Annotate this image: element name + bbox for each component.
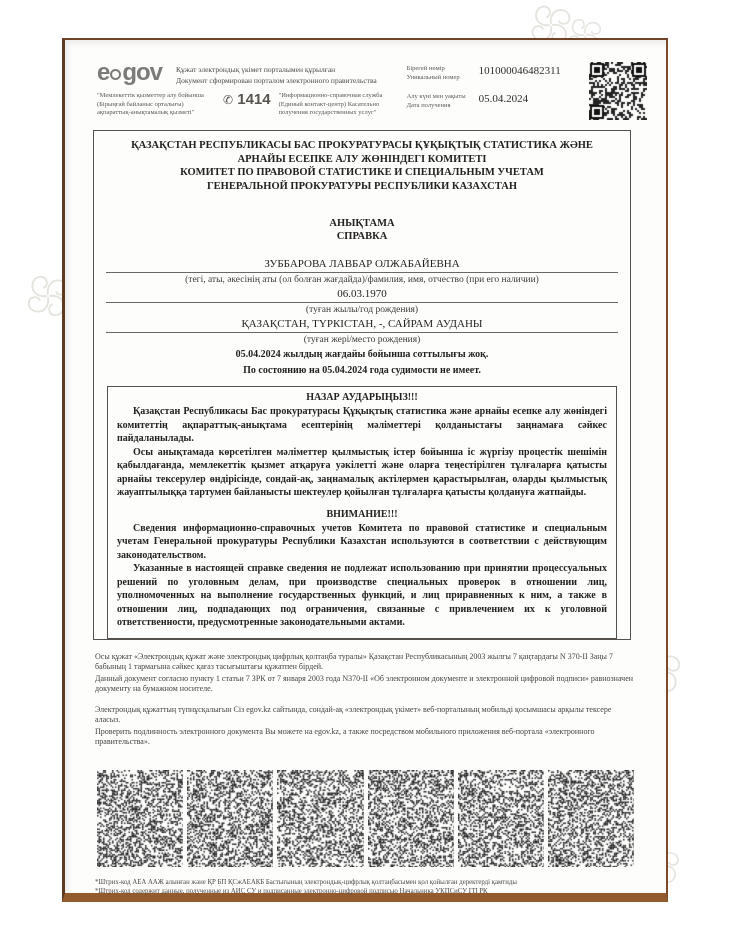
warning-paragraph-kk: Осы анықтамада көрсетілген мәліметтер қылмыстық істер бойынша іс жүргізу процестік шешімін қабылдағанда, мемлекеттік қызмет атқаруға уәкілетті және оларға теңестірілген тұлғаларға қатысты арнайы тексерулер өндірісінде, сондай-ақ, заңнамалық актілермен қарастырылған, оларды қылмыстық жауаптылыққа тартумен байланысты шектеулер қойылған тұлғаларға қатысты қолдануға жатпайды. bbox=[117, 446, 607, 498]
signature-barcode-strip bbox=[97, 770, 634, 867]
warning-heading-kk: НАЗАР АУДАРЫҢЫЗ!!! bbox=[306, 392, 418, 403]
issuing-authority-title: ҚАЗАҚСТАН РЕСПУБЛИКАСЫ БАС ПРОКУРАТУРАСЫ ҚҰҚЫҚТЫҚ СТАТИСТИКА ЖӘНЕ АРНАЙЫ ЕСЕПКЕ АЛУ ЖӨНІНДЕГІ КОМИТЕТІ КОМИТЕТ ПО ПРАВОВОЙ СТАТИСТИКЕ И СПЕЦИАЛЬНЫМ УЧЕТАМ ГЕНЕРАЛЬНОЙ ПРОКУРАТУРЫ РЕСПУБЛИКИ КАЗАХСТАН bbox=[131, 140, 593, 192]
barcode-block bbox=[458, 770, 544, 867]
unique-number-field bbox=[407, 64, 579, 82]
origin-ru: Документ сформирован порталом электронного правительства bbox=[176, 76, 377, 85]
barcode-block bbox=[368, 770, 454, 867]
contact-center-note-kk: "Мемлекеттік қызметтер алу бойынша (Бірыңғай байланыс орталығы) ақпараттық-анықтамалық қызметі" bbox=[97, 92, 204, 116]
birth-place-caption: (туған жері/место рождения) bbox=[303, 335, 421, 345]
barcode-block bbox=[97, 770, 183, 867]
egov-logo: e gov bbox=[97, 59, 163, 86]
birth-place-field bbox=[106, 317, 618, 347]
barcode-footnote-kk: *Штрих-код АЕА ААЖ алынған және ҚР БП ҚСжАЕАКБ Бастығының электрондық-цифрлық қолтаңбасымен қол қойылған деректерді қамтиды bbox=[95, 878, 517, 886]
qr-code-icon bbox=[589, 62, 647, 120]
egov-logo-dot-icon bbox=[110, 69, 121, 80]
certificate-body bbox=[93, 130, 631, 640]
legal-equivalence-ru: Данный документ согласно пункту 1 статьи 7 ЗРК от 7 января 2003 года N370-II «Об электронном документе и электронной цифровой подписи» равнозначен документу на бумажном носителе. bbox=[95, 673, 634, 693]
unique-number-label-kk: Бірегей нөмір bbox=[406, 65, 445, 72]
document-header bbox=[65, 40, 666, 120]
warning-heading-ru: ВНИМАНИЕ!!! bbox=[326, 508, 398, 520]
receipt-date-label-ru: Дата получения bbox=[406, 102, 451, 109]
no-conviction-statement-ru: По состоянию на 05.04.2024 года судимости не имеет. bbox=[243, 365, 481, 376]
contact-center-note-ru: "Информационно-справочная служба (Единый контакт-центр) Касательно получения государственных услуг" bbox=[278, 92, 383, 116]
warning-box bbox=[107, 386, 617, 639]
barcode-block bbox=[548, 770, 634, 867]
document-type-kk: АНЫҚТАМА bbox=[329, 218, 395, 229]
legal-equivalence-kk: Осы құжат «Электрондық құжат және электрондық цифрлық қолтаңба туралы» Қазақстан Республикасының 2003 жылғы 7 қаңтардағы N 370-II Заңы 7 бабының 1 тармағына сәйкес қағаз тасығыштағы құжатпен бірдей. bbox=[95, 651, 613, 671]
origin-kk: Құжат электрондық үкімет порталымен құрылған bbox=[176, 65, 336, 74]
warning-paragraph-ru: Указанные в настоящей справке сведения не подлежат использованию при принятии процессуальных решений по уголовным делам, при производстве специальных проверок в отношении лиц, уполномоченных на выполнение государственных функций, и лиц приравненных к ним, а также в отношении лиц, подпадающих под ограничения, связанные с привлечением их к уголовной ответственности, предусмотренные законодательными актами. bbox=[117, 563, 607, 628]
warning-paragraph-kk: Қазақстан Республикасы Бас прокуратурасы Құқықтық статистика және арнайы есепке алу жөніндегі комитеттің ақпараттық-анықтама есептерінің мәліметтері қолданыстағы заңнамаға сәйкес пайдаланылады. bbox=[117, 406, 607, 444]
birth-date-field bbox=[106, 287, 618, 317]
legal-verify-kk: Электрондық құжаттың түпнұсқалығын Сіз egov.kz сайтында, сондай-ақ «электрондық үкімет» веб-порталының мобильді қосымшасы арқылы тексере аласыз. bbox=[95, 704, 612, 724]
barcode-footnotes bbox=[95, 878, 636, 896]
barcode-block bbox=[277, 770, 363, 867]
birth-date-value: 06.03.1970 bbox=[106, 287, 618, 303]
barcode-block bbox=[187, 770, 273, 867]
legal-verify-ru: Проверить подлинность электронного документа Вы можете на egov.kz, а также посредством мобильного приложения веб-портала «электронного правительства». bbox=[95, 726, 595, 746]
full-name-caption: (тегі, аты, әкесінің аты (ол болған жағдайда)/фамилия, имя, отчество (при его наличии) bbox=[185, 275, 539, 285]
warning-paragraph-ru: Сведения информационно-справочных учетов Комитета по правовой статистике и специальным учетам Генеральной прокуратуры Республики Казахстан используются в соответствии с действующим законодательством. bbox=[117, 522, 607, 561]
receipt-date-label-kk: Алу күні мен уақыты bbox=[406, 93, 466, 100]
receipt-date-value: 05.04.2024 bbox=[478, 93, 529, 105]
document-type-heading bbox=[106, 217, 618, 243]
birth-date-caption: (туған жылы/год рождения) bbox=[305, 305, 419, 315]
unique-number-value: 101000046482311 bbox=[478, 65, 561, 77]
unique-number-label-ru: Уникальный номер bbox=[406, 74, 460, 81]
barcode-footnote-ru: *Штрих-код содержит данные, полученные из АИС СУ и подписанные электронно-цифровой подписью Начальника УКПСиСУ ГП РК bbox=[95, 887, 488, 895]
contact-center-phone: ✆ 1414 bbox=[223, 91, 271, 108]
document-page bbox=[62, 38, 668, 902]
document-type-ru: СПРАВКА bbox=[336, 231, 388, 242]
birth-place-value: ҚАЗАҚСТАН, ТҮРКІСТАН, -, САЙРАМ АУДАНЫ bbox=[106, 317, 618, 333]
phone-icon: ✆ bbox=[223, 93, 234, 107]
receipt-date-field bbox=[407, 92, 579, 110]
full-name-value: ЗУББАРОВА ЛАВБАР ОЛЖАБАЙЕВНА bbox=[106, 257, 618, 273]
full-name-field bbox=[106, 257, 618, 287]
legal-notes bbox=[95, 652, 636, 748]
no-conviction-statement-kk: 05.04.2024 жылдың жағдайы бойынша соттылығы жоқ. bbox=[235, 349, 489, 360]
document-origin-note bbox=[176, 62, 377, 86]
